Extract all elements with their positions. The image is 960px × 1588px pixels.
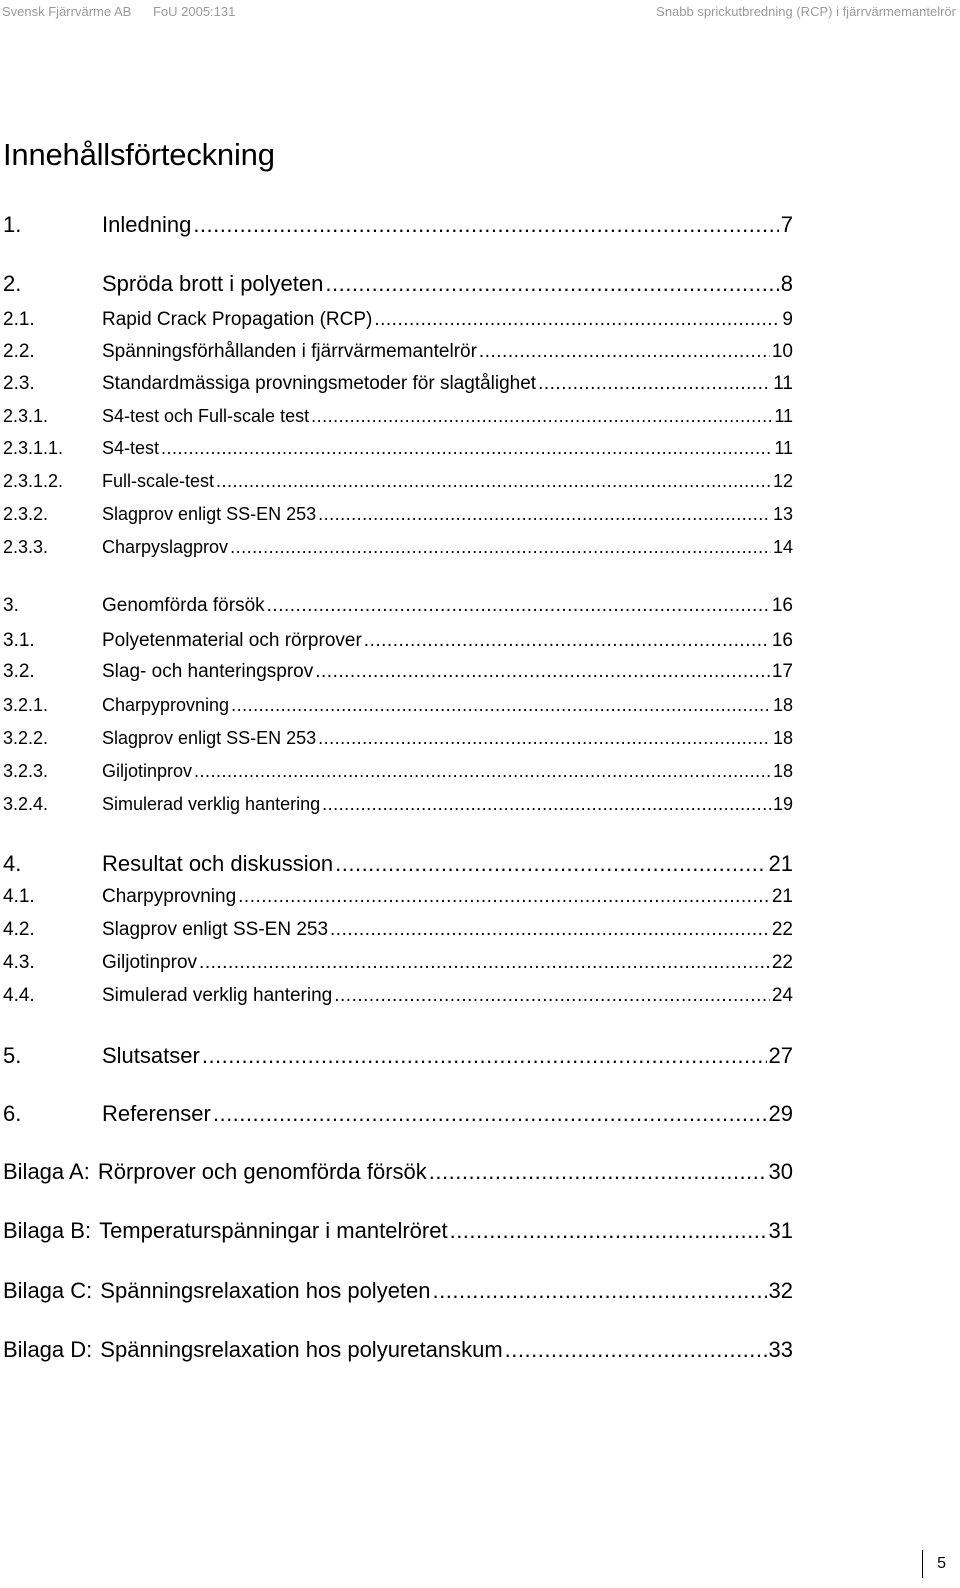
toc-entry-label: Simulerad verklig hantering	[102, 794, 321, 814]
toc-entry-number: 5.	[3, 1043, 22, 1068]
toc-entry-label: Polyetenmaterial och rörprover	[102, 630, 362, 651]
toc-entry-number: 3.2.2.	[3, 728, 49, 748]
toc-entry-page: 11	[773, 373, 793, 394]
toc-entry-page: 8	[780, 271, 793, 296]
toc-dot-leader	[230, 537, 771, 558]
toc-entry[interactable]	[3, 919, 793, 945]
toc-entry[interactable]	[3, 1218, 793, 1248]
toc-entry[interactable]	[3, 851, 793, 881]
toc-entry-number: 3.1.	[3, 630, 35, 651]
toc-entry-number: 3.2.3.	[3, 761, 49, 781]
toc-entry[interactable]	[3, 595, 793, 621]
toc-dot-leader	[202, 1043, 767, 1069]
toc-entry-label: Giljotinprov	[102, 952, 198, 973]
toc-dot-leader	[199, 952, 770, 974]
toc-dot-leader	[231, 695, 771, 716]
toc-dot-leader	[322, 794, 771, 815]
toc-dot-leader	[194, 761, 771, 782]
toc-entry[interactable]	[3, 471, 793, 497]
toc-entry-number: 3.	[3, 595, 19, 616]
toc-entry-page: 21	[771, 886, 793, 907]
header-org: Svensk Fjärrvärme AB	[2, 4, 132, 19]
toc-dot-leader	[364, 630, 770, 652]
toc-entry-number: 3.2.4.	[3, 794, 49, 814]
page-title: Innehållsförteckning	[3, 137, 275, 172]
toc-entry[interactable]	[3, 985, 793, 1011]
toc-entry-label: Rörprover och genomförda försök	[97, 1159, 427, 1184]
toc-entry-label: Spröda brott i polyeten	[102, 271, 324, 296]
toc-entry-number: 2.3.1.2.	[3, 471, 64, 491]
toc-entry[interactable]	[3, 1159, 793, 1189]
toc-dot-leader	[216, 471, 771, 492]
toc-dot-leader	[315, 661, 770, 683]
toc-entry-number: 3.2.1.	[3, 695, 49, 715]
toc-entry-label: Spänningsrelaxation hos polyuretanskum	[100, 1337, 503, 1362]
toc-entry[interactable]	[3, 537, 793, 563]
toc-dot-leader	[330, 919, 770, 941]
toc-entry[interactable]	[3, 309, 793, 335]
toc-entry-label: Giljotinprov	[102, 761, 193, 781]
toc-entry-label: Slagprov enligt SS-EN 253	[102, 504, 317, 524]
toc-entry-number: 4.2.	[3, 919, 35, 940]
toc-entry[interactable]	[3, 1043, 793, 1073]
toc-dot-leader	[325, 271, 778, 297]
header-report-id: FoU 2005:131	[152, 4, 236, 19]
toc-entry[interactable]	[3, 504, 793, 530]
toc-dot-leader	[311, 406, 772, 427]
toc-entry-number: 2.2.	[3, 341, 35, 362]
toc-entry-page: 13	[772, 504, 793, 524]
toc-entry-number: 2.3.1.1.	[3, 438, 64, 458]
toc-dot-leader	[374, 309, 780, 331]
toc-entry-label: Spänningsrelaxation hos polyeten	[100, 1278, 431, 1303]
toc-entry-number: 2.1.	[3, 309, 35, 330]
toc-entry-label: Spänningsförhållanden i fjärrvärmemantelrör	[102, 341, 477, 362]
toc-entry-number: Bilaga B:	[3, 1218, 92, 1243]
toc-entry-number: Bilaga C:	[3, 1278, 93, 1303]
toc-entry-page: 18	[772, 728, 793, 748]
toc-entry-number: 2.3.2.	[3, 504, 49, 524]
toc-dot-leader	[238, 886, 770, 908]
toc-entry[interactable]	[3, 630, 793, 656]
toc-entry-page: 31	[768, 1218, 793, 1243]
toc-dot-leader	[318, 504, 771, 525]
toc-dot-leader	[267, 595, 770, 617]
toc-entry-page: 7	[780, 212, 793, 237]
toc-entry-label: Charpyslagprov	[102, 537, 229, 557]
toc-dot-leader	[318, 728, 771, 749]
toc-dot-leader	[433, 1278, 767, 1304]
toc-entry-page: 22	[771, 952, 793, 973]
toc-entry[interactable]	[3, 212, 793, 242]
toc-entry[interactable]	[3, 952, 793, 978]
toc-entry-label: Slag- och hanteringsprov	[102, 661, 314, 682]
toc-entry-label: S4-test	[102, 438, 160, 458]
toc-entry-page: 21	[768, 851, 793, 876]
toc-entry-page: 19	[772, 794, 793, 814]
toc-entry-label: Genomförda försök	[102, 595, 265, 616]
toc-entry-number: 2.	[3, 271, 22, 296]
toc-entry-page: 14	[772, 537, 793, 557]
toc-entry-number: 4.3.	[3, 952, 35, 973]
running-header	[0, 4, 960, 22]
toc-entry-label: Standardmässiga provningsmetoder för slagtålighet	[102, 373, 537, 394]
toc-entry[interactable]	[3, 1101, 793, 1131]
toc-entry-label: Slagprov enligt SS-EN 253	[102, 919, 329, 940]
toc-entry-number: 2.3.3.	[3, 537, 49, 557]
toc-entry-label: Full-scale-test	[102, 471, 215, 491]
toc-entry-label: Charpyprovning	[102, 695, 230, 715]
toc-entry-page: 17	[771, 661, 793, 682]
toc-entry-page: 27	[768, 1043, 793, 1068]
toc-dot-leader	[450, 1218, 767, 1244]
toc-entry-label: Simulerad verklig hantering	[102, 985, 333, 1006]
toc-entry-number: Bilaga D:	[3, 1337, 93, 1362]
toc-dot-leader	[334, 985, 770, 1007]
toc-entry-page: 24	[771, 985, 793, 1006]
toc-dot-leader	[193, 212, 778, 238]
toc-entry-label: Inledning	[102, 212, 192, 237]
toc-entry-page: 18	[772, 761, 793, 781]
toc-dot-leader	[505, 1337, 767, 1363]
toc-entry[interactable]	[3, 794, 793, 820]
toc-entry-number: 6.	[3, 1101, 22, 1126]
toc-entry-number: 4.	[3, 851, 22, 876]
toc-dot-leader	[161, 438, 772, 459]
toc-entry[interactable]	[3, 406, 793, 432]
toc-entry[interactable]	[3, 695, 793, 721]
toc-entry-label: Resultat och diskussion	[102, 851, 334, 876]
toc-entry-page: 16	[771, 595, 793, 616]
toc-entry-page: 12	[772, 471, 793, 491]
toc-entry-page: 32	[768, 1278, 793, 1303]
toc-entry-page: 16	[771, 630, 793, 651]
toc-dot-leader	[335, 851, 766, 877]
toc-entry-page: 10	[771, 341, 793, 362]
toc-entry-label: Slagprov enligt SS-EN 253	[102, 728, 317, 748]
toc-entry-label: Slutsatser	[102, 1043, 200, 1068]
toc-entry-page: 11	[774, 438, 793, 458]
page-number: 5	[922, 1550, 946, 1578]
toc-entry-number: Bilaga A:	[3, 1159, 90, 1184]
toc-entry[interactable]	[3, 1278, 793, 1308]
toc-entry-page: 9	[782, 309, 793, 330]
toc-entry[interactable]	[3, 271, 793, 301]
toc-entry[interactable]	[3, 761, 793, 787]
toc-entry-page: 22	[771, 919, 793, 940]
toc-entry[interactable]	[3, 1337, 793, 1367]
toc-dot-leader	[213, 1101, 767, 1127]
toc-entry-page: 33	[768, 1337, 793, 1362]
toc-entry-number: 2.3.1.	[3, 406, 49, 426]
toc-entry-label: S4-test och Full-scale test	[102, 406, 310, 426]
toc-dot-leader	[429, 1159, 767, 1185]
toc-entry[interactable]	[3, 661, 793, 687]
toc-entry[interactable]	[3, 886, 793, 912]
toc-entry-page: 30	[768, 1159, 793, 1184]
toc-entry-number: 4.1.	[3, 886, 35, 907]
toc-entry-number: 4.4.	[3, 985, 35, 1006]
toc-entry-number: 3.2.	[3, 661, 35, 682]
header-report-title: Snabb sprickutbredning (RCP) i fjärrvärmemantelrör	[656, 4, 956, 19]
header-left	[2, 4, 235, 19]
toc-entry-label: Temperaturspänningar i mantelröret	[99, 1218, 448, 1243]
toc-dot-leader	[538, 373, 771, 395]
toc-entry-number: 1.	[3, 212, 22, 237]
toc-entry-page: 29	[768, 1101, 793, 1126]
toc-entry[interactable]	[3, 438, 793, 464]
toc-entry[interactable]	[3, 373, 793, 399]
toc-entry-label: Charpyprovning	[102, 886, 237, 907]
toc-entry-number: 2.3.	[3, 373, 35, 394]
toc-entry[interactable]	[3, 728, 793, 754]
toc-dot-leader	[479, 341, 770, 363]
toc-entry-page: 11	[774, 406, 793, 426]
toc-entry[interactable]	[3, 341, 793, 367]
toc-entry-label: Rapid Crack Propagation (RCP)	[102, 309, 373, 330]
toc-entry-label: Referenser	[102, 1101, 211, 1126]
toc-entry-page: 18	[772, 695, 793, 715]
